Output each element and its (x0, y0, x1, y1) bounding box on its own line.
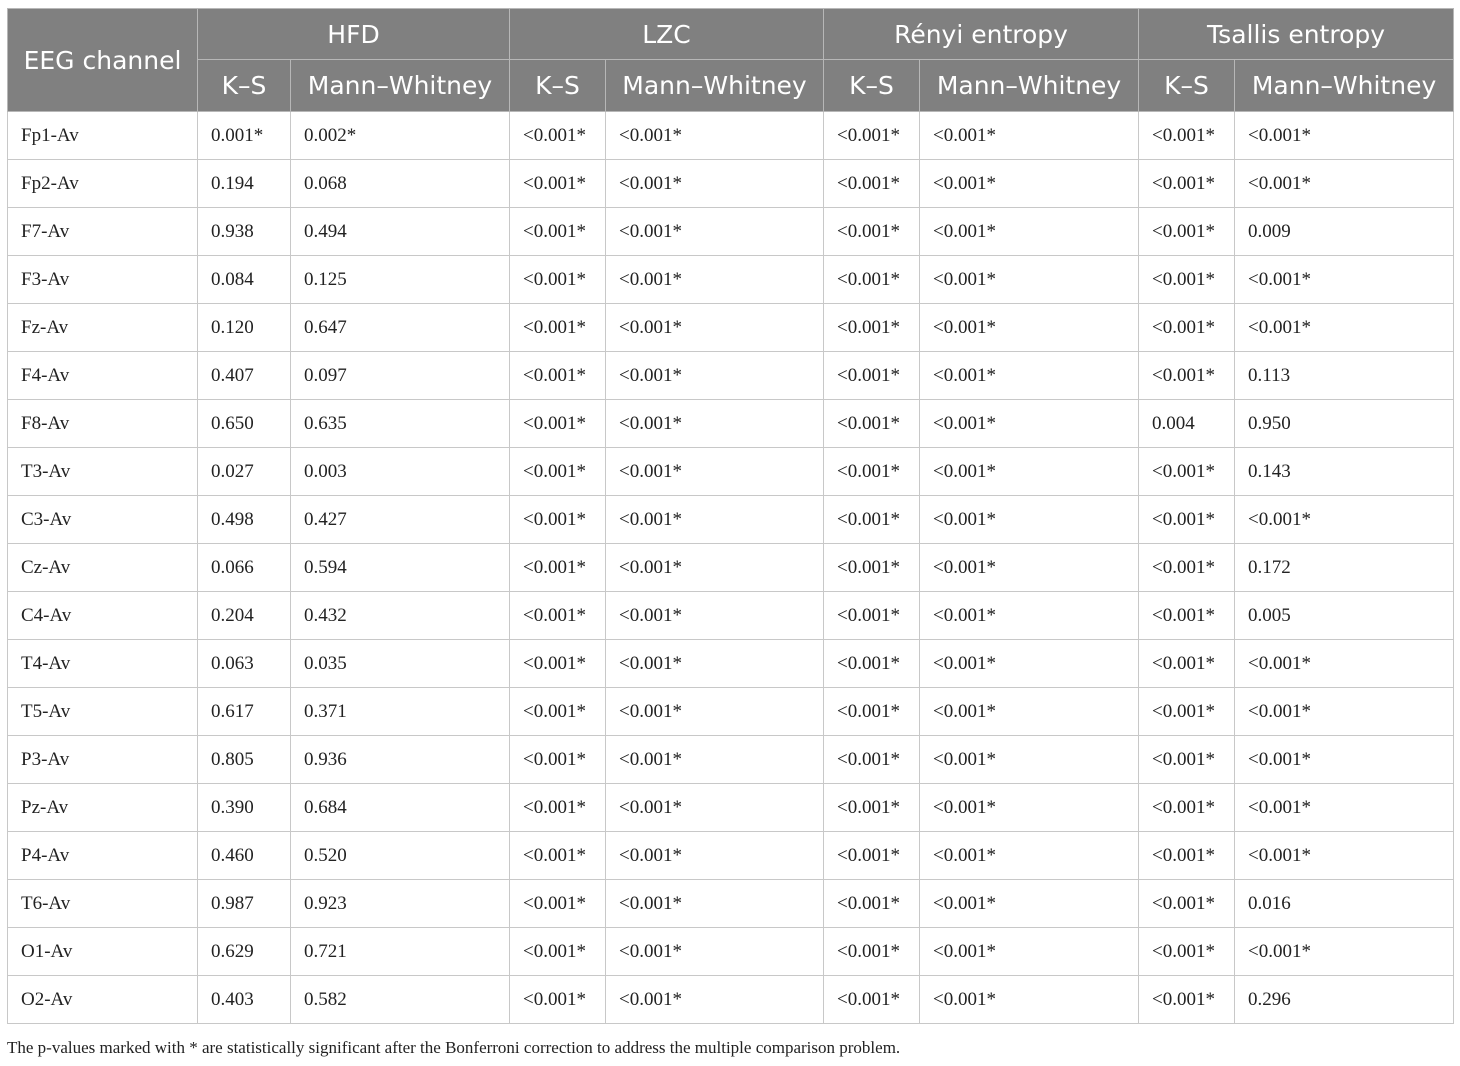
cell-lzc-mann-whitney: <0.001* (606, 928, 824, 976)
cell-hfd-ks: 0.650 (198, 400, 291, 448)
cell-hfd-mann-whitney: 0.594 (291, 544, 510, 592)
cell-lzc-ks: <0.001* (510, 448, 606, 496)
cell-lzc-ks: <0.001* (510, 736, 606, 784)
cell-renyi-ks: <0.001* (824, 928, 920, 976)
cell-lzc-ks: <0.001* (510, 880, 606, 928)
cell-renyi-ks: <0.001* (824, 544, 920, 592)
cell-renyi-ks: <0.001* (824, 640, 920, 688)
cell-tsallis-mann-whitney: <0.001* (1235, 496, 1454, 544)
cell-lzc-ks: <0.001* (510, 592, 606, 640)
cell-tsallis-mann-whitney: <0.001* (1235, 160, 1454, 208)
table-row (8, 448, 1454, 496)
cell-lzc-ks: <0.001* (510, 976, 606, 1024)
cell-lzc-mann-whitney: <0.001* (606, 496, 824, 544)
cell-renyi-ks: <0.001* (824, 160, 920, 208)
header-group-hfd: HFD (198, 9, 510, 60)
cell-tsallis-ks: <0.001* (1139, 880, 1235, 928)
cell-lzc-ks: <0.001* (510, 112, 606, 160)
cell-channel: T5-Av (8, 688, 198, 736)
cell-lzc-mann-whitney: <0.001* (606, 304, 824, 352)
cell-hfd-ks: 0.063 (198, 640, 291, 688)
cell-renyi-ks: <0.001* (824, 688, 920, 736)
cell-lzc-mann-whitney: <0.001* (606, 208, 824, 256)
cell-tsallis-mann-whitney: <0.001* (1235, 736, 1454, 784)
cell-tsallis-ks: <0.001* (1139, 256, 1235, 304)
cell-channel: C3-Av (8, 496, 198, 544)
cell-tsallis-mann-whitney: 0.009 (1235, 208, 1454, 256)
table-row (8, 400, 1454, 448)
cell-tsallis-ks: <0.001* (1139, 688, 1235, 736)
cell-hfd-mann-whitney: 0.003 (291, 448, 510, 496)
cell-renyi-mann-whitney: <0.001* (920, 832, 1139, 880)
cell-hfd-ks: 0.027 (198, 448, 291, 496)
cell-hfd-mann-whitney: 0.494 (291, 208, 510, 256)
cell-tsallis-ks: 0.004 (1139, 400, 1235, 448)
cell-channel: Pz-Av (8, 784, 198, 832)
cell-lzc-ks: <0.001* (510, 256, 606, 304)
cell-hfd-mann-whitney: 0.684 (291, 784, 510, 832)
cell-channel: F3-Av (8, 256, 198, 304)
cell-hfd-ks: 0.987 (198, 880, 291, 928)
cell-renyi-mann-whitney: <0.001* (920, 688, 1139, 736)
cell-tsallis-ks: <0.001* (1139, 496, 1235, 544)
cell-tsallis-mann-whitney: 0.016 (1235, 880, 1454, 928)
cell-channel: P4-Av (8, 832, 198, 880)
cell-renyi-mann-whitney: <0.001* (920, 496, 1139, 544)
cell-channel: T3-Av (8, 448, 198, 496)
cell-hfd-mann-whitney: 0.068 (291, 160, 510, 208)
cell-lzc-mann-whitney: <0.001* (606, 544, 824, 592)
cell-renyi-mann-whitney: <0.001* (920, 448, 1139, 496)
cell-lzc-ks: <0.001* (510, 688, 606, 736)
cell-hfd-ks: 0.629 (198, 928, 291, 976)
cell-hfd-mann-whitney: 0.097 (291, 352, 510, 400)
table-row (8, 832, 1454, 880)
cell-hfd-mann-whitney: 0.125 (291, 256, 510, 304)
cell-channel: T4-Av (8, 640, 198, 688)
table-header (8, 9, 1454, 112)
cell-hfd-mann-whitney: 0.647 (291, 304, 510, 352)
cell-lzc-mann-whitney: <0.001* (606, 256, 824, 304)
cell-renyi-mann-whitney: <0.001* (920, 592, 1139, 640)
cell-tsallis-ks: <0.001* (1139, 832, 1235, 880)
results-table-container (7, 8, 1453, 1024)
table-footnote: The p-values marked with * are statistically significant after the Bonferroni correction to address the multiple comparison problem. (7, 1038, 901, 1057)
cell-tsallis-mann-whitney: 0.143 (1235, 448, 1454, 496)
cell-hfd-ks: 0.460 (198, 832, 291, 880)
cell-tsallis-ks: <0.001* (1139, 592, 1235, 640)
cell-renyi-ks: <0.001* (824, 304, 920, 352)
cell-hfd-ks: 0.938 (198, 208, 291, 256)
cell-hfd-ks: 0.407 (198, 352, 291, 400)
cell-renyi-ks: <0.001* (824, 352, 920, 400)
cell-channel: Fp1-Av (8, 112, 198, 160)
cell-hfd-mann-whitney: 0.936 (291, 736, 510, 784)
cell-lzc-mann-whitney: <0.001* (606, 352, 824, 400)
cell-channel: Fp2-Av (8, 160, 198, 208)
results-table (7, 8, 1454, 1024)
header-tsallis-mann-whitney: Mann–Whitney (1235, 60, 1454, 112)
cell-lzc-mann-whitney: <0.001* (606, 640, 824, 688)
cell-channel: O1-Av (8, 928, 198, 976)
cell-lzc-mann-whitney: <0.001* (606, 688, 824, 736)
cell-renyi-ks: <0.001* (824, 256, 920, 304)
header-lzc-ks: K–S (510, 60, 606, 112)
cell-tsallis-ks: <0.001* (1139, 640, 1235, 688)
cell-renyi-mann-whitney: <0.001* (920, 112, 1139, 160)
cell-renyi-mann-whitney: <0.001* (920, 304, 1139, 352)
cell-tsallis-mann-whitney: 0.005 (1235, 592, 1454, 640)
table-row (8, 976, 1454, 1024)
cell-hfd-mann-whitney: 0.427 (291, 496, 510, 544)
cell-lzc-ks: <0.001* (510, 400, 606, 448)
cell-tsallis-mann-whitney: 0.113 (1235, 352, 1454, 400)
cell-renyi-ks: <0.001* (824, 448, 920, 496)
cell-hfd-ks: 0.120 (198, 304, 291, 352)
cell-hfd-ks: 0.403 (198, 976, 291, 1024)
cell-renyi-ks: <0.001* (824, 784, 920, 832)
cell-renyi-ks: <0.001* (824, 112, 920, 160)
table-row (8, 880, 1454, 928)
cell-tsallis-mann-whitney: 0.172 (1235, 544, 1454, 592)
cell-hfd-ks: 0.390 (198, 784, 291, 832)
cell-tsallis-mann-whitney: <0.001* (1235, 640, 1454, 688)
cell-lzc-ks: <0.001* (510, 160, 606, 208)
cell-tsallis-mann-whitney: <0.001* (1235, 784, 1454, 832)
cell-hfd-mann-whitney: 0.582 (291, 976, 510, 1024)
cell-tsallis-mann-whitney: <0.001* (1235, 688, 1454, 736)
cell-lzc-mann-whitney: <0.001* (606, 832, 824, 880)
header-hfd-ks: K–S (198, 60, 291, 112)
table-row (8, 304, 1454, 352)
cell-hfd-mann-whitney: 0.371 (291, 688, 510, 736)
table-row (8, 256, 1454, 304)
cell-hfd-ks: 0.194 (198, 160, 291, 208)
cell-tsallis-ks: <0.001* (1139, 448, 1235, 496)
cell-hfd-ks: 0.498 (198, 496, 291, 544)
cell-lzc-ks: <0.001* (510, 208, 606, 256)
cell-tsallis-mann-whitney: <0.001* (1235, 112, 1454, 160)
header-lzc-mann-whitney: Mann–Whitney (606, 60, 824, 112)
cell-tsallis-mann-whitney: 0.950 (1235, 400, 1454, 448)
cell-renyi-ks: <0.001* (824, 832, 920, 880)
header-row-tests (8, 60, 1454, 112)
cell-lzc-mann-whitney: <0.001* (606, 448, 824, 496)
cell-channel: C4-Av (8, 592, 198, 640)
header-renyi-ks: K–S (824, 60, 920, 112)
cell-lzc-mann-whitney: <0.001* (606, 736, 824, 784)
cell-renyi-ks: <0.001* (824, 400, 920, 448)
cell-renyi-mann-whitney: <0.001* (920, 256, 1139, 304)
cell-hfd-mann-whitney: 0.432 (291, 592, 510, 640)
header-tsallis-ks: K–S (1139, 60, 1235, 112)
cell-renyi-mann-whitney: <0.001* (920, 400, 1139, 448)
cell-tsallis-mann-whitney: <0.001* (1235, 256, 1454, 304)
cell-lzc-ks: <0.001* (510, 928, 606, 976)
cell-channel: P3-Av (8, 736, 198, 784)
cell-lzc-ks: <0.001* (510, 832, 606, 880)
table-row (8, 544, 1454, 592)
table-row (8, 640, 1454, 688)
cell-tsallis-mann-whitney: <0.001* (1235, 304, 1454, 352)
cell-tsallis-ks: <0.001* (1139, 544, 1235, 592)
table-row (8, 112, 1454, 160)
cell-tsallis-ks: <0.001* (1139, 976, 1235, 1024)
header-hfd-mann-whitney: Mann–Whitney (291, 60, 510, 112)
cell-hfd-mann-whitney: 0.923 (291, 880, 510, 928)
cell-renyi-ks: <0.001* (824, 880, 920, 928)
cell-tsallis-mann-whitney: <0.001* (1235, 928, 1454, 976)
cell-hfd-ks: 0.001* (198, 112, 291, 160)
table-row (8, 688, 1454, 736)
cell-renyi-ks: <0.001* (824, 496, 920, 544)
cell-hfd-mann-whitney: 0.002* (291, 112, 510, 160)
cell-renyi-mann-whitney: <0.001* (920, 160, 1139, 208)
cell-hfd-mann-whitney: 0.721 (291, 928, 510, 976)
cell-renyi-mann-whitney: <0.001* (920, 880, 1139, 928)
cell-renyi-ks: <0.001* (824, 976, 920, 1024)
cell-hfd-ks: 0.204 (198, 592, 291, 640)
cell-lzc-mann-whitney: <0.001* (606, 400, 824, 448)
cell-renyi-mann-whitney: <0.001* (920, 976, 1139, 1024)
cell-renyi-mann-whitney: <0.001* (920, 544, 1139, 592)
table-row (8, 208, 1454, 256)
cell-lzc-mann-whitney: <0.001* (606, 592, 824, 640)
cell-renyi-ks: <0.001* (824, 592, 920, 640)
cell-lzc-mann-whitney: <0.001* (606, 784, 824, 832)
cell-hfd-ks: 0.084 (198, 256, 291, 304)
cell-tsallis-ks: <0.001* (1139, 784, 1235, 832)
cell-lzc-ks: <0.001* (510, 544, 606, 592)
cell-lzc-mann-whitney: <0.001* (606, 160, 824, 208)
table-row (8, 784, 1454, 832)
cell-hfd-ks: 0.617 (198, 688, 291, 736)
cell-hfd-ks: 0.066 (198, 544, 291, 592)
cell-lzc-ks: <0.001* (510, 304, 606, 352)
cell-renyi-mann-whitney: <0.001* (920, 640, 1139, 688)
table-row (8, 160, 1454, 208)
cell-lzc-mann-whitney: <0.001* (606, 880, 824, 928)
cell-tsallis-ks: <0.001* (1139, 928, 1235, 976)
cell-renyi-ks: <0.001* (824, 208, 920, 256)
header-group-lzc: LZC (510, 9, 824, 60)
cell-channel: O2-Av (8, 976, 198, 1024)
header-row-groups (8, 9, 1454, 60)
table-row (8, 592, 1454, 640)
table-body (8, 112, 1454, 1024)
cell-hfd-mann-whitney: 0.520 (291, 832, 510, 880)
cell-channel: F4-Av (8, 352, 198, 400)
table-row (8, 928, 1454, 976)
cell-tsallis-ks: <0.001* (1139, 160, 1235, 208)
header-renyi-mann-whitney: Mann–Whitney (920, 60, 1139, 112)
cell-tsallis-mann-whitney: <0.001* (1235, 832, 1454, 880)
header-eeg-channel: EEG channel (8, 9, 198, 112)
cell-hfd-mann-whitney: 0.035 (291, 640, 510, 688)
cell-renyi-ks: <0.001* (824, 736, 920, 784)
cell-channel: F8-Av (8, 400, 198, 448)
cell-tsallis-ks: <0.001* (1139, 304, 1235, 352)
cell-channel: T6-Av (8, 880, 198, 928)
cell-lzc-mann-whitney: <0.001* (606, 976, 824, 1024)
cell-hfd-mann-whitney: 0.635 (291, 400, 510, 448)
cell-renyi-mann-whitney: <0.001* (920, 784, 1139, 832)
cell-channel: Fz-Av (8, 304, 198, 352)
table-row (8, 496, 1454, 544)
cell-channel: Cz-Av (8, 544, 198, 592)
cell-tsallis-ks: <0.001* (1139, 208, 1235, 256)
cell-lzc-mann-whitney: <0.001* (606, 112, 824, 160)
header-group-tsallis: Tsallis entropy (1139, 9, 1454, 60)
cell-renyi-mann-whitney: <0.001* (920, 352, 1139, 400)
table-row (8, 736, 1454, 784)
cell-lzc-ks: <0.001* (510, 640, 606, 688)
cell-tsallis-mann-whitney: 0.296 (1235, 976, 1454, 1024)
header-group-renyi: Rényi entropy (824, 9, 1139, 60)
cell-channel: F7-Av (8, 208, 198, 256)
cell-hfd-ks: 0.805 (198, 736, 291, 784)
cell-lzc-ks: <0.001* (510, 496, 606, 544)
cell-lzc-ks: <0.001* (510, 784, 606, 832)
cell-renyi-mann-whitney: <0.001* (920, 208, 1139, 256)
cell-lzc-ks: <0.001* (510, 352, 606, 400)
cell-renyi-mann-whitney: <0.001* (920, 928, 1139, 976)
cell-tsallis-ks: <0.001* (1139, 352, 1235, 400)
cell-tsallis-ks: <0.001* (1139, 112, 1235, 160)
cell-renyi-mann-whitney: <0.001* (920, 736, 1139, 784)
cell-tsallis-ks: <0.001* (1139, 736, 1235, 784)
table-row (8, 352, 1454, 400)
